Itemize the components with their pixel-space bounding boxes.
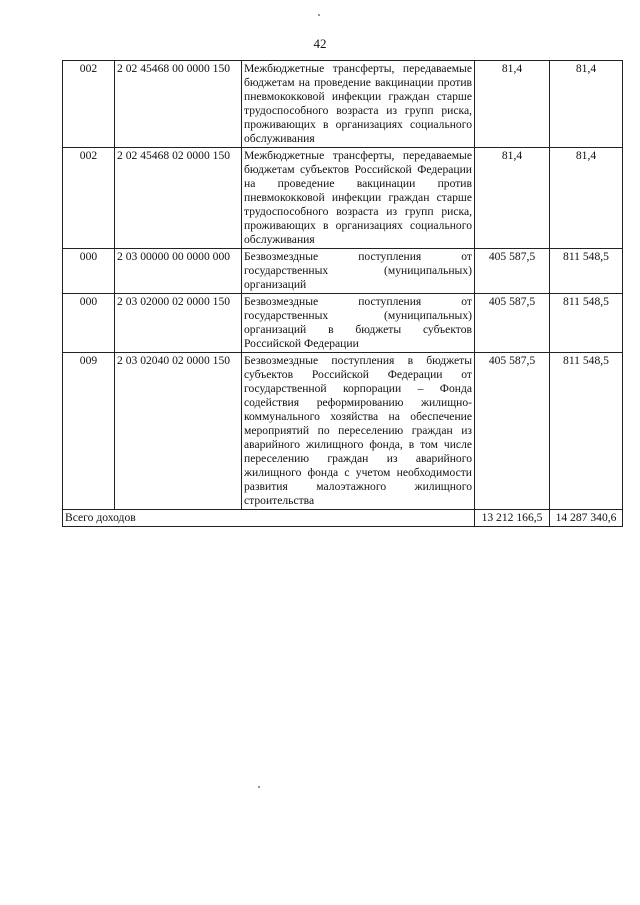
total-label-cell: Всего доходов	[63, 510, 475, 527]
table-row	[63, 353, 623, 510]
table-row	[63, 148, 623, 249]
amount-year1-cell: 81,4	[475, 148, 550, 249]
revenue-name-cell: Безвозмездные поступления от государственных (муниципальных) организаций	[242, 249, 475, 294]
amount-year1-cell: 405 587,5	[475, 294, 550, 353]
scan-speck	[318, 14, 320, 16]
amount-year1-cell: 405 587,5	[475, 353, 550, 510]
amount-year2-cell: 811 548,5	[550, 294, 623, 353]
amount-year2-cell: 811 548,5	[550, 353, 623, 510]
page-number: 42	[313, 36, 327, 51]
amount-year2-cell: 81,4	[550, 61, 623, 148]
admin-code-cell: 002	[63, 148, 115, 249]
budget-code-cell: 2 03 02040 02 0000 150	[115, 353, 242, 510]
amount-year1-cell: 81,4	[475, 61, 550, 148]
budget-code-cell: 2 02 45468 00 0000 150	[115, 61, 242, 148]
admin-code-cell: 000	[63, 249, 115, 294]
revenue-name-cell: Межбюджетные трансферты, передаваемые бюджетам субъектов Российской Федерации на проведение вакцинации против пневмококковой инфекции граждан старше трудоспособного возраста из групп риска, проживающих в организациях социального обслуживания	[242, 148, 475, 249]
budget-code-cell: 2 03 00000 00 0000 000	[115, 249, 242, 294]
amount-year1-cell: 405 587,5	[475, 249, 550, 294]
revenue-name-cell: Безвозмездные поступления в бюджеты субъектов Российской Федерации от государственной корпорации – Фонда содействия реформированию жилищно-коммунального хозяйства на обеспечение мероприятий по переселению граждан из аварийного жилищного фонда, в том числе переселению граждан из аварийного жилищного фонда с учетом необходимости развития малоэтажного жилищного строительства	[242, 353, 475, 510]
revenue-name-cell: Межбюджетные трансферты, передаваемые бюджетам на проведение вакцинации против пневмококковой инфекции граждан старше трудоспособного возраста из групп риска, проживающих в организациях социального обслуживания	[242, 61, 475, 148]
table-row	[63, 249, 623, 294]
revenue-name-cell: Безвозмездные поступления от государственных (муниципальных) организаций в бюджеты субъектов Российской Федерации	[242, 294, 475, 353]
table-row	[63, 61, 623, 148]
budget-code-cell: 2 02 45468 02 0000 150	[115, 148, 242, 249]
budget-code-cell: 2 03 02000 02 0000 150	[115, 294, 242, 353]
total-row	[63, 510, 623, 527]
admin-code-cell: 009	[63, 353, 115, 510]
admin-code-cell: 002	[63, 61, 115, 148]
amount-year2-cell: 811 548,5	[550, 249, 623, 294]
revenue-table	[62, 60, 623, 527]
admin-code-cell: 000	[63, 294, 115, 353]
scan-speck	[258, 786, 260, 788]
total-year2-cell: 14 287 340,6	[550, 510, 623, 527]
amount-year2-cell: 81,4	[550, 148, 623, 249]
table-row	[63, 294, 623, 353]
total-year1-cell: 13 212 166,5	[475, 510, 550, 527]
